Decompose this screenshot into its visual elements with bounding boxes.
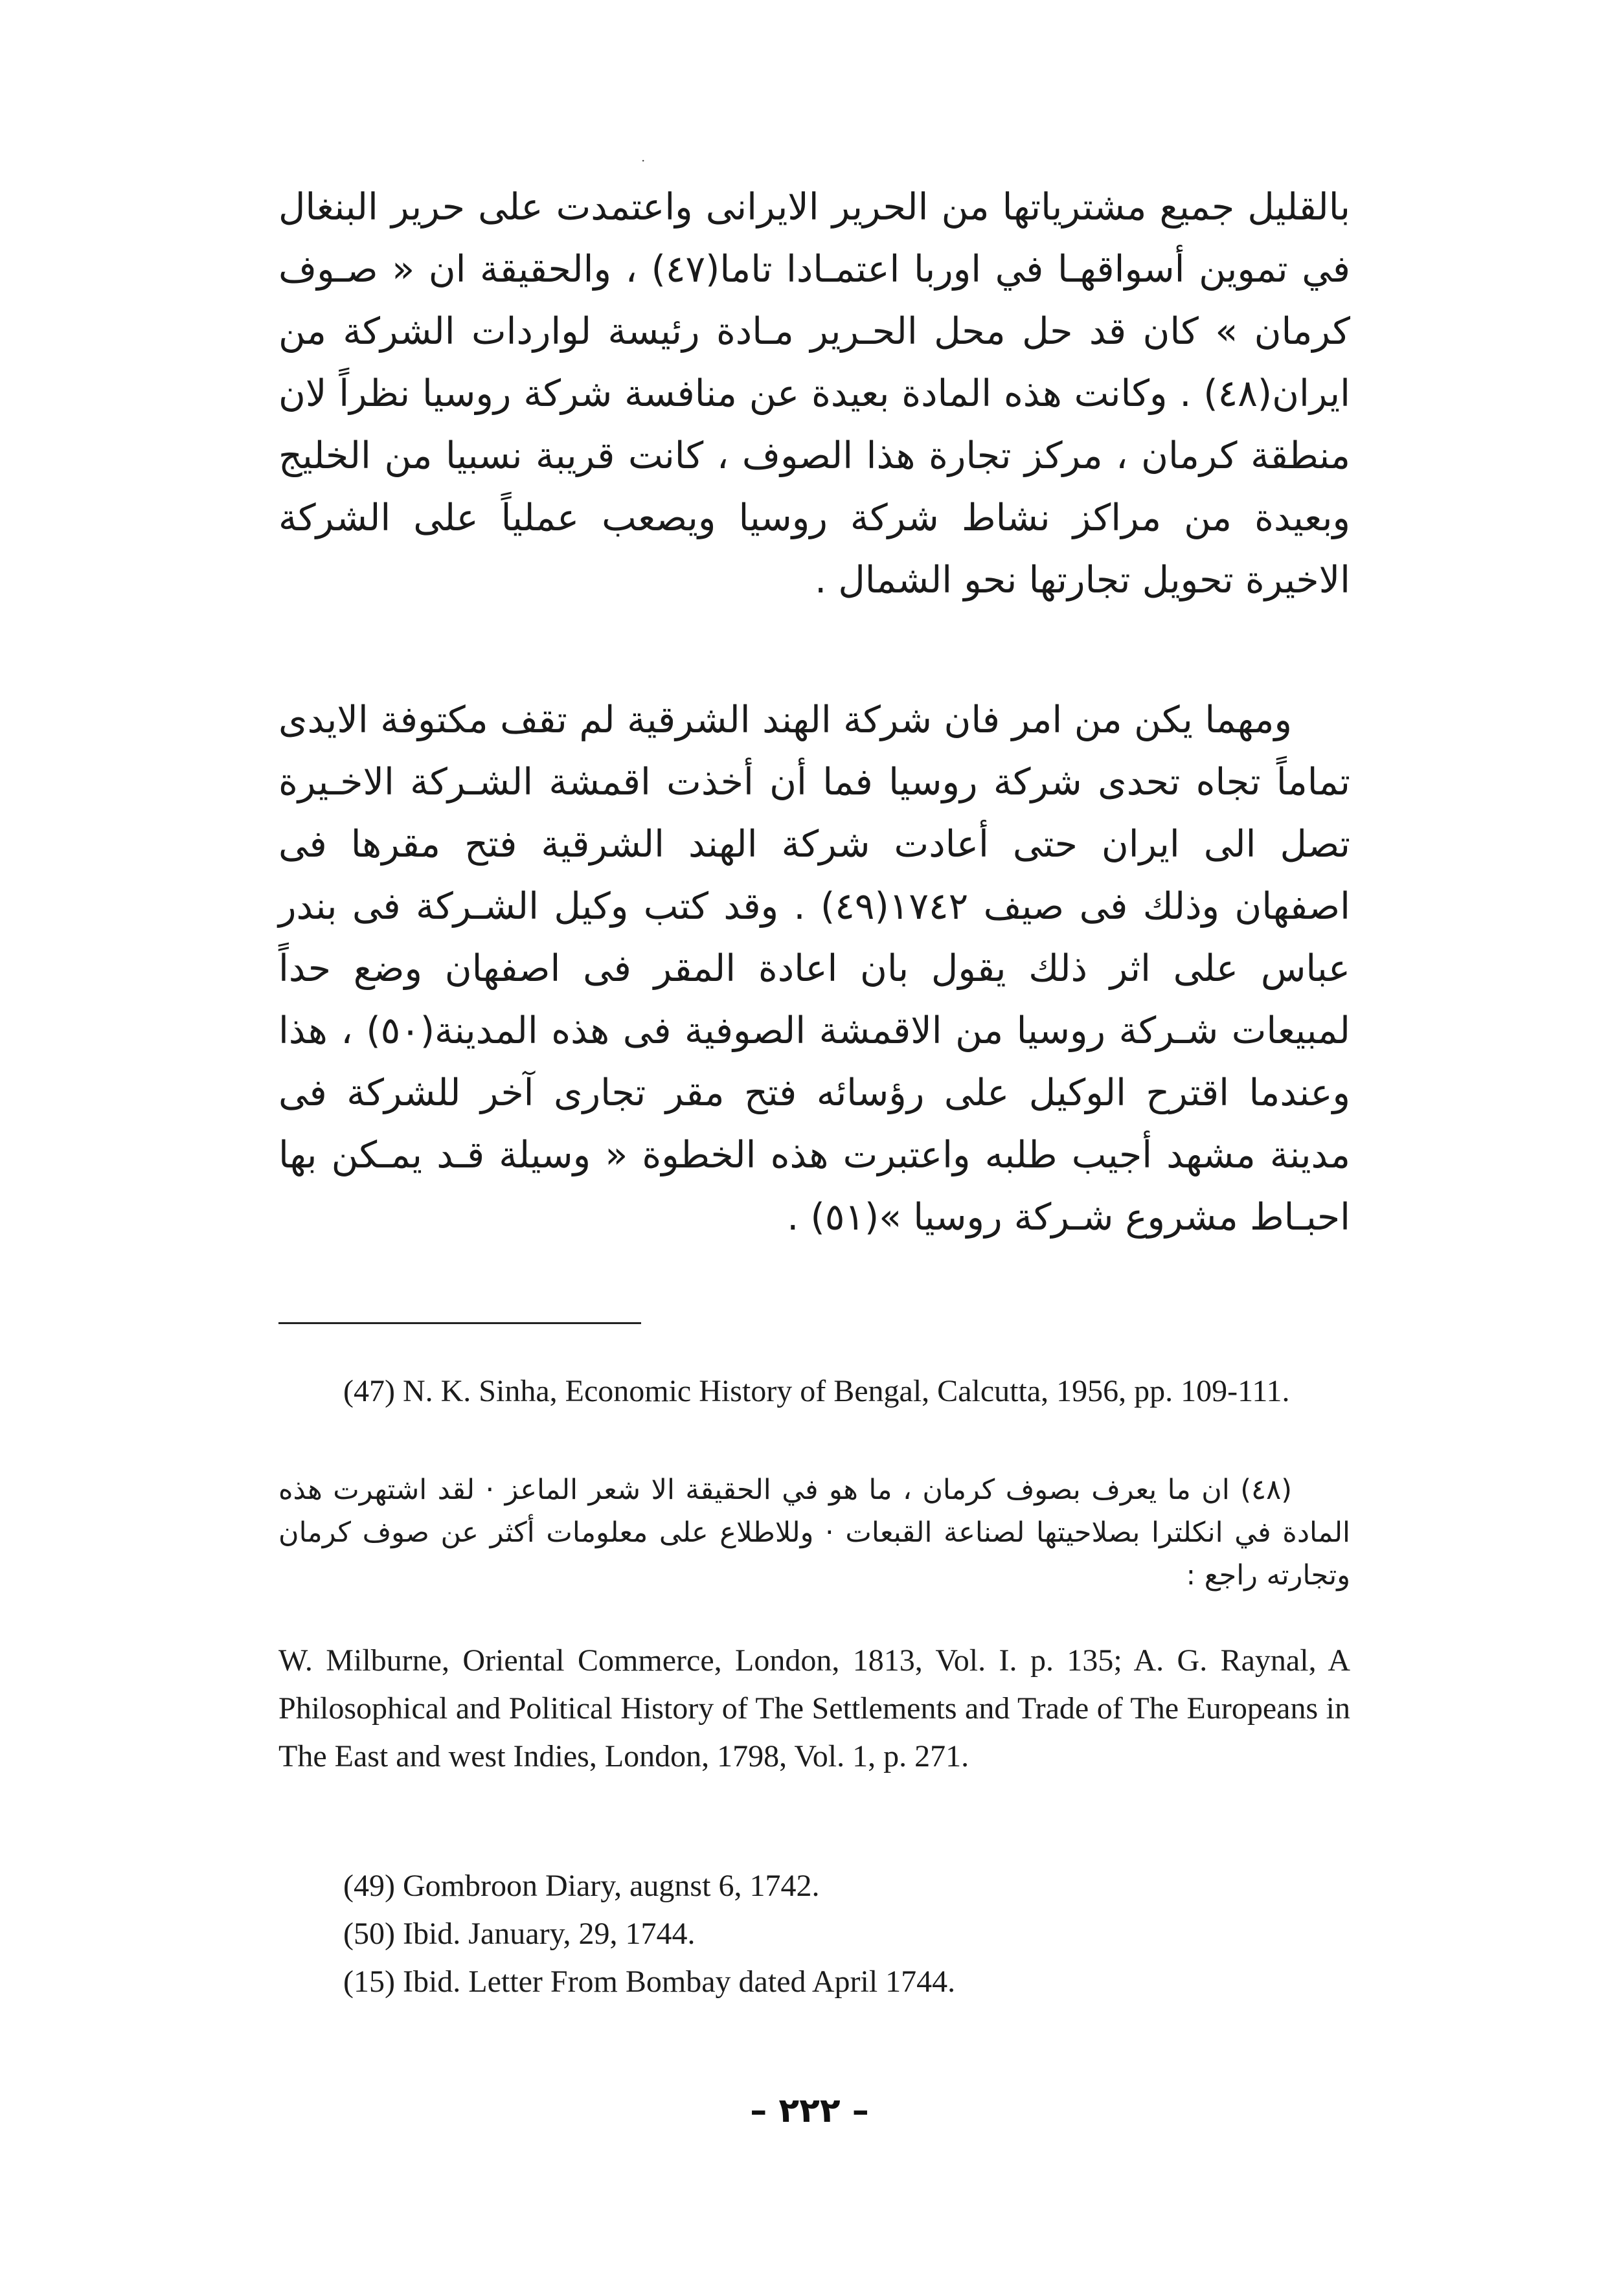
footnote-49: (49) Gombroon Diary, augnst 6, 1742. [343,1869,820,1903]
footnote-50: (50) Ibid. January, 29, 1744. [343,1917,696,1951]
footnote-48-sources: W. Milburne, Oriental Commerce, London, 1813, Vol. I. p. 135; A. G. Raynal, A Philosophical and Political History of The Settlements and Trade of The Europeans in The East and west Indies, London, 1798, Vol. 1, p. 271. [278,1643,1350,1773]
footnote-15: (15) Ibid. Letter From Bombay dated April 1744. [343,1964,956,1999]
body-paragraph-1: بالقليل جميع مشترياتها من الحرير الايرانى واعتمدت على حرير البنغال في تموين أسواقهـا في اوربا اعتمـادا تاما(٤٧) ، والحقيقة ان « صـوف كرمان » كان قد حل محل الحـرير مـادة رئيسة لواردات الشركة من ايران(٤٨) . وكانت هذه المادة بعيدة عن منافسة شركة روسيا نظراً لان منطقة كرمان ، مركز تجارة هذا الصوف ، كانت قريبة نسبيا من الخليج وبعيدة من مراكز نشاط شركة روسيا ويصعب عملياً على الشركة الاخيرة تحويل تجارتها نحو الشمال . [278,186,1351,602]
body-paragraph-2: ومهما يكن من امر فان شركة الهند الشرقية لم تقف مكتوفة الايدى تماماً تجاه تحدى شركة روسيا فما أن أخذت اقمشة الشـركة الاخـيرة تصل الى ايران حتى أعادت شركة الهند الشرقية فتح مقرها فى اصفهان وذلك فى صيف ١٧٤٢(٤٩) . وقد كتب وكيل الشـركة فى بندر عباس على اثر ذلك يقول بان اعادة المقر فى اصفهان وضع حداً لمبيعات شـركة روسيا من الاقمشة الصوفية فى هذه المدينة(٥٠) ، هذا وعندما اقترح الوكيل على رؤسائه فتح مقر تجارى آخر للشركة فى مدينة مشهد أجيب طلبه واعتبرت هذه الخطوة « وسيلة قـد يمـكن بها احبـاط مشروع شـركة روسيا »(٥١) . [278,699,1351,1239]
footnote-separator [278,1322,641,1324]
footnote-48-arabic: (٤٨) ان ما يعرف بصوف كرمان ، ما هو في الحقيقة الا شعر الماعز · لقد اشتهرت هذه المادة في انكلترا بصلاحيتها لصناعة القبعات · وللاطلاع على معلومات أكثر عن صوف كرمان وتجارته راجع : [278,1474,1350,1592]
ink-speck: · [641,153,646,168]
page-number: – ٢٢٢ – [750,2091,869,2130]
footnote-47: (47) N. K. Sinha, Economic History of Bengal, Calcutta, 1956, pp. 109-111. [343,1374,1290,1408]
